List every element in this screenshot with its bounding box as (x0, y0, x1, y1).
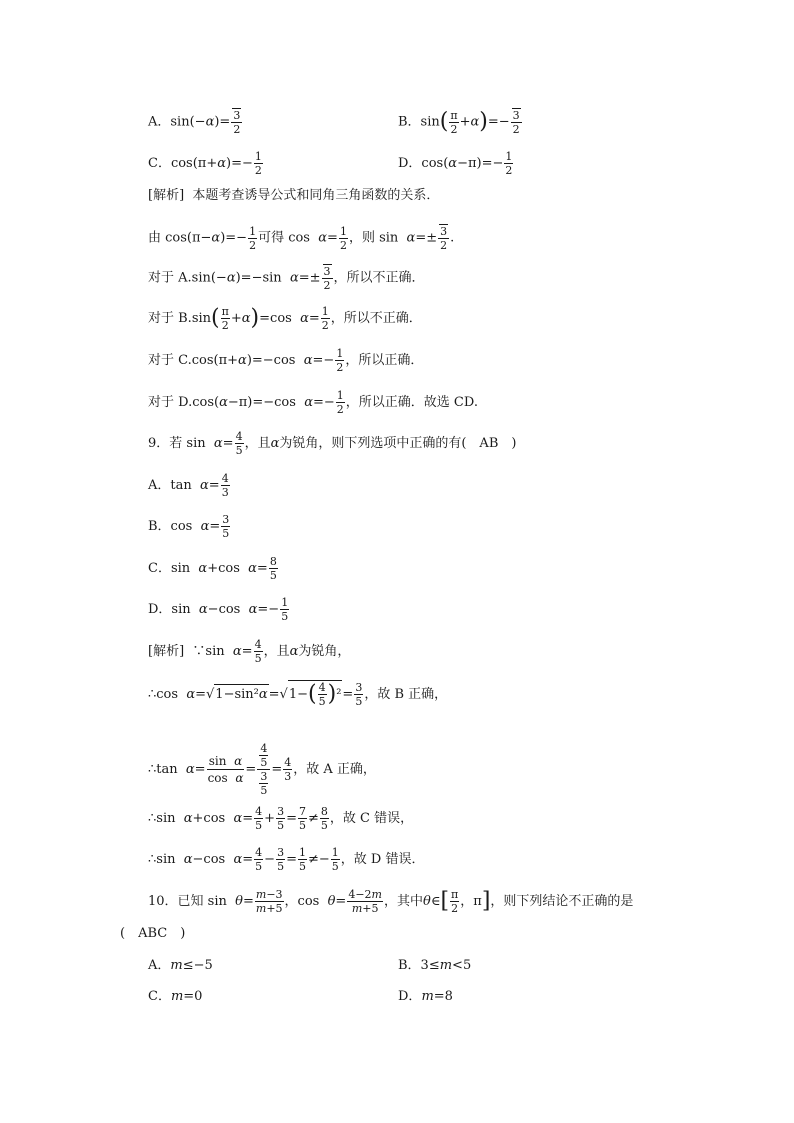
q9-option-c: C．sin α+cos α= $\frac{8}{5}$ (148, 555, 277, 582)
q8-solution-line-b: 对于 B.sin( $\frac{\pi}{2}$ +α)=cos α= $\frac{1}{2}$ ，所以不正确． (148, 305, 422, 332)
q8-solution-line1: 由 cos(π−α)=− $\frac{1}{2}$ 可得 cos α= $\frac{1}{2}$ ，则 sin α=± $\frac{3}{2}$ . (148, 224, 455, 252)
q8-solution-line-d: 对于 D.cos(α−π)=−cos α=− $\frac{1}{2}$ ，所以正确．故选 CD. (148, 389, 478, 416)
q8-solution-line-a: 对于 A.sin(−α)=−sin α=± $\frac{3}{2}$ ，所以不正确． (148, 265, 425, 292)
q10-option-c: C．m=0 (148, 989, 203, 1004)
q10-option-b: B．3≤m<5 (398, 958, 472, 973)
q8-option-c: C．cos(π+α)=− $\frac{1}{2}$ (148, 150, 262, 177)
q8-solution-line-c: 对于 C.cos(π+α)=−cos α=− $\frac{1}{2}$ ，所以正确． (148, 347, 424, 374)
q9-solution-line5: ∴sin α−cos α= $\frac{4}{5}$ − $\frac{3}{5}$ = $\frac{1}{5}$ ≠− $\frac{1}{5}$ ，故 D 错误． (148, 846, 425, 873)
q8-solution-intro: [解析] 本题考查诱导公式和同角三角函数的关系． (148, 188, 440, 203)
q10-answer: ( ABC ) (120, 926, 186, 941)
q9-solution-line4: ∴sin α+cos α= $\frac{4}{5}$ + $\frac{3}{5}$ = $\frac{7}{5}$ ≠ $\frac{8}{5}$ ，故 C 错误， (148, 805, 414, 832)
q9-option-b: B．cos α= $\frac{3}{5}$ (148, 513, 230, 540)
solution-tag: [解析] (148, 188, 185, 203)
q9-solution-line2: ∴cos α=√1−sin²α=√1−( $\frac{4}{5}$ )²= $\frac{3}{5}$ ，故 B 正确， (148, 681, 448, 708)
solution-tag: [解析] (148, 644, 185, 659)
q10-stem: 10．已知 sin θ= $\frac{m-3}{m+5}$ ，cos θ= $\frac{4-2m}{m+5}$ ，其中θ∈[ $\frac{\pi}{2}$ ，π]，则下列结论不正确的是 (148, 888, 634, 915)
q10-option-a: A．m≤−5 (148, 958, 213, 973)
q10-option-d: D．m=8 (398, 989, 453, 1004)
q9-solution-line3: ∴tan α= $\frac{\text{sin α}}{\text{cos α}}$ = $\frac{\frac{4}{5}}{\frac{3}{5}}$ = $\frac{4}{3}$ ，故 A 正确， (148, 742, 376, 797)
q9-stem: 9．若 sin α= $\frac{4}{5}$ ，且α为锐角，则下列选项中正确的有( AB ) (148, 430, 517, 457)
q8-option-b: B．sin( $\frac{\pi}{2}$ +α)=− $\frac{3}{2}$ (398, 108, 520, 136)
q9-solution-line1: [解析] ∵sin α= $\frac{4}{5}$ ，且α为锐角， (148, 638, 351, 665)
q9-option-a: A．tan α= $\frac{4}{3}$ (148, 472, 229, 499)
q8-option-a: A．sin(−α)= $\frac{3}{2}$ (148, 109, 241, 136)
q9-option-d: D．sin α−cos α=− $\frac{1}{5}$ (148, 596, 289, 623)
q8-option-d: D．cos(α−π)=− $\frac{1}{2}$ (398, 150, 513, 177)
